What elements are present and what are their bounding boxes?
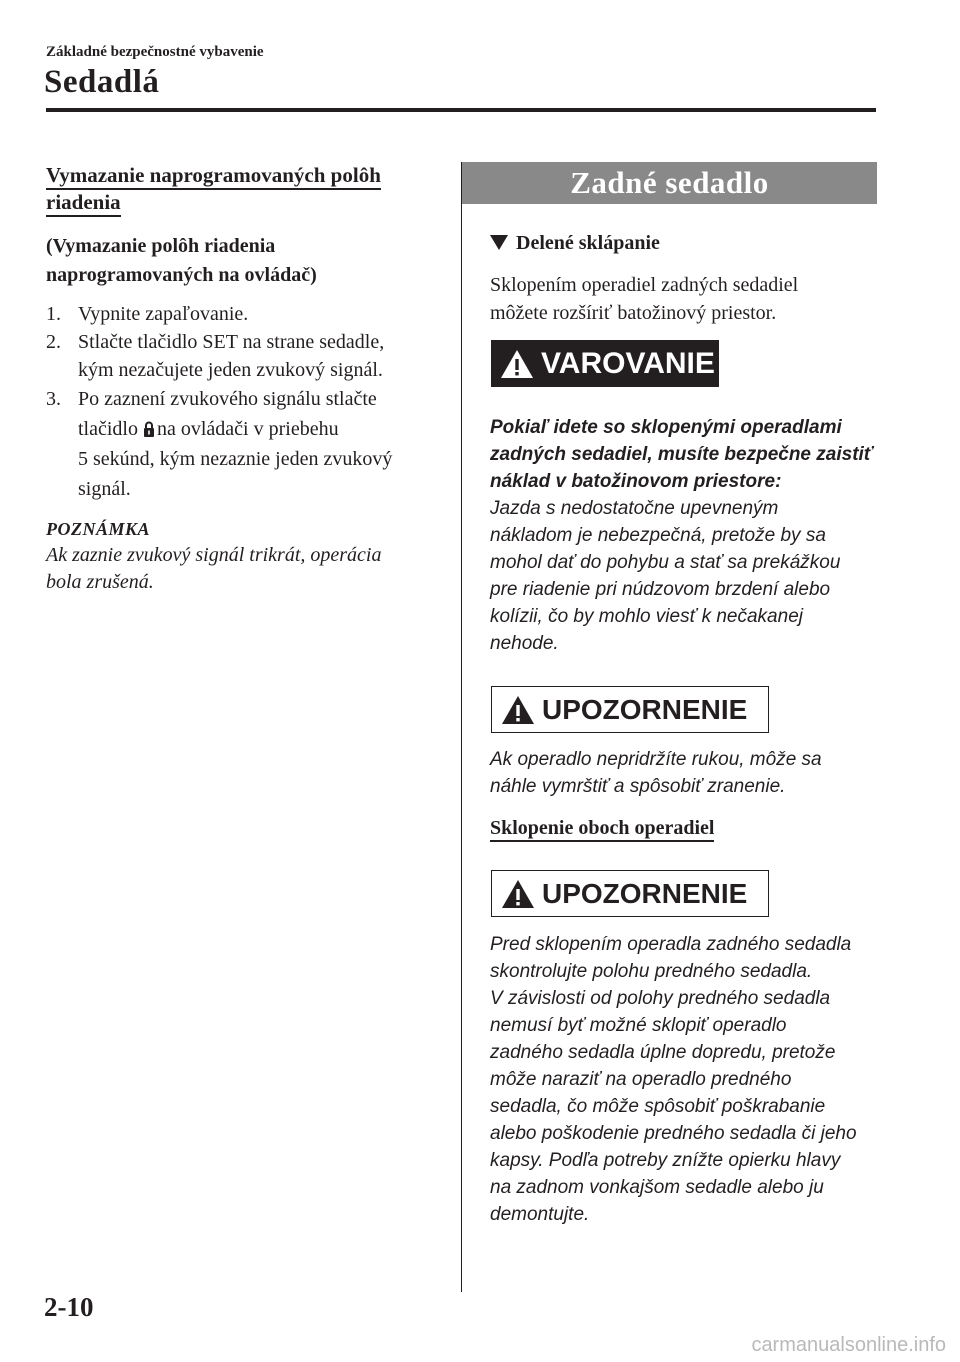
warning-triangle-icon — [499, 348, 535, 380]
step-item: 2. Stlačte tlačidlo SET na strane sedadle, kým nezačujete jeden zvukový signál. — [46, 331, 385, 381]
split-folding-heading: Delené sklápanie — [490, 232, 660, 255]
left-column — [46, 162, 446, 596]
column-divider — [461, 162, 462, 1292]
steps-list — [46, 300, 446, 504]
step-item: 1. Vypnite zapaľovanie. — [46, 303, 249, 325]
clear-controller-positions-heading: (Vymazanie polôh riadenia naprogramovaných na ovládač) — [46, 235, 317, 286]
note-title: POZNÁMKA — [46, 519, 151, 539]
section-banner: Zadné sedadlo — [462, 162, 877, 204]
title-rule — [46, 108, 876, 112]
watermark: carmanualsonline.info — [751, 1334, 946, 1356]
breadcrumb: Základné bezpečnostné vybavenie — [46, 44, 264, 60]
caution-triangle-icon — [500, 878, 536, 910]
page-title: Sedadlá — [44, 64, 160, 100]
page-number: 2-10 — [44, 1292, 94, 1322]
note-text: Ak zaznie zvukový signál trikrát, operácia bola zrušená. — [46, 544, 382, 593]
step-item: 3. Po zaznení zvukového signálu stlačte tlačidlo na ovládači v priebehu 5 sekúnd, kým nezaznie jeden zvukový signál. — [46, 388, 393, 500]
lock-icon — [143, 421, 155, 437]
intro-text: Sklopením operadiel zadných sedadiel môžete rozšíriť batožinový priestor. — [490, 274, 799, 324]
caution-text-1: Ak operadlo nepridržíte rukou, môže sa náhle vymrštiť a spôsobiť zranenie. — [490, 749, 822, 797]
triangle-down-icon — [490, 235, 508, 250]
subheading-clear-positions: Vymazanie naprogramovaných polôh riadenia — [46, 162, 446, 216]
warning-label-box: VAROVANIE — [491, 340, 719, 387]
caution-text-2: Pred sklopením operadla zadného sedadla skontrolujte polohu predného sedadla. V závislosti od polohy predného sedadla nemusí byť možné sklopiť operadlo zadného sedadla úplne dopredu, pretože môže naraziť na operadlo predného sedadla, čo môže spôsobiť poškrabanie alebo poškodenie predného sedadla či jeho kapsy. Podľa potreby znížte opierku hlavy na zadnom vonkajšom sedadle alebo ju demontujte. — [490, 934, 857, 1225]
subheading-fold-both: Sklopenie oboch operadiel — [490, 815, 714, 842]
caution-label-box-2: UPOZORNENIE — [491, 870, 769, 917]
warning-body-text: Jazda s nedostatočne upevneným nákladom je nebezpečná, pretože by sa mohol dať do pohybu a stať sa prekážkou pre riadenie pri núdzovom brzdení alebo kolízii, čo by mohlo viesť k nečakanej nehode. — [490, 498, 841, 654]
warning-text — [490, 414, 880, 657]
caution-label-box-1: UPOZORNENIE — [491, 686, 769, 733]
warning-bold-text: Pokiaľ idete so sklopenými operadlami zadných sedadiel, musíte bezpečne zaistiť náklad v batožinovom priestore: — [490, 417, 873, 492]
caution-triangle-icon — [500, 694, 536, 726]
